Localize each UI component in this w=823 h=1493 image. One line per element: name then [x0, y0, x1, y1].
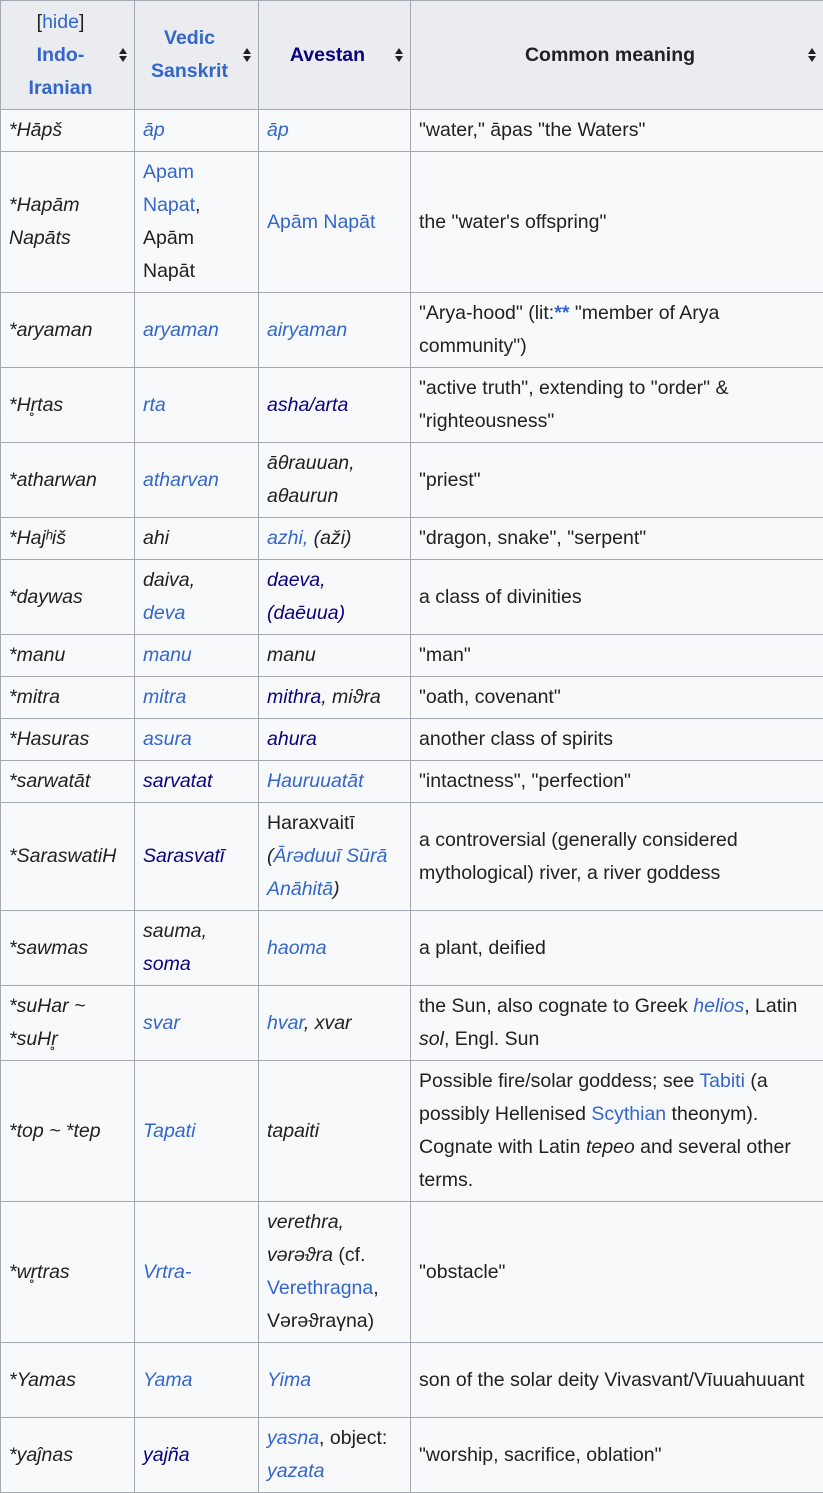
cell-vedic-sanskrit-link[interactable]: āp	[135, 110, 259, 152]
cell-indo-iranian: *Hr̥tas	[1, 368, 135, 443]
cell-meaning: "Arya-hood" (lit:** "member of Arya community")	[411, 293, 823, 368]
cell-avestan-link[interactable]: haoma	[259, 911, 411, 986]
cell-meaning: "water," āpas "the Waters"	[411, 110, 823, 152]
avestan-link[interactable]: yazata	[267, 1460, 325, 1482]
cell-vedic-sanskrit	[135, 152, 259, 293]
avestan-link[interactable]: mithra	[267, 686, 322, 708]
cell-indo-iranian: *atharwan	[1, 443, 135, 518]
cell-meaning: a plant, deified	[411, 911, 823, 986]
vedic-text: , Apām Napāt	[143, 194, 201, 282]
column-header-vedic-sanskrit[interactable]	[135, 1, 259, 110]
cell-avestan-link[interactable]: airyaman	[259, 293, 411, 368]
cell-meaning: "oath, covenant"	[411, 677, 823, 719]
cell-meaning: the "water's offspring"	[411, 152, 823, 293]
column-header-common-meaning[interactable]	[411, 1, 823, 110]
table-row	[1, 110, 823, 152]
cell-indo-iranian: *Hajʰiš	[1, 518, 135, 560]
cell-avestan: azhi, (aži)	[259, 518, 411, 560]
cell-indo-iranian: *manu	[1, 635, 135, 677]
tabiti-link[interactable]: Tabiti	[699, 1070, 745, 1092]
cell-avestan: tapaiti	[259, 1061, 411, 1202]
table-row	[1, 719, 823, 761]
cell-vedic-sanskrit-link[interactable]: aryaman	[135, 293, 259, 368]
cell-meaning: "dragon, snake", "serpent"	[411, 518, 823, 560]
cell-indo-iranian: *yaĵnas	[1, 1418, 135, 1493]
cell-avestan: yasna, object: yazata	[259, 1418, 411, 1493]
table-row	[1, 368, 823, 443]
cell-indo-iranian: *wr̥tras	[1, 1202, 135, 1343]
table-row	[1, 803, 823, 911]
cell-meaning: "obstacle"	[411, 1202, 823, 1343]
cell-vedic-sanskrit-link[interactable]: mitra	[135, 677, 259, 719]
cell-meaning: "active truth", extending to "order" & "righteousness"	[411, 368, 823, 443]
cell-avestan: manu	[259, 635, 411, 677]
hide-link[interactable]: hide	[42, 10, 79, 33]
cell-avestan-link[interactable]: Apām Napāt	[259, 152, 411, 293]
cell-avestan: Haraxvaitī (Ārəduuī Sūrā Anāhitā)	[259, 803, 411, 911]
cell-meaning: a controversial (generally considered mythological) river, a river goddess	[411, 803, 823, 911]
table-row	[1, 635, 823, 677]
table-row	[1, 1343, 823, 1418]
cell-vedic-sanskrit: daiva, deva	[135, 560, 259, 635]
cell-vedic-sanskrit-link[interactable]: Vrtra-	[135, 1202, 259, 1343]
column-label-vedic-sanskrit[interactable]: Vedic Sanskrit	[151, 27, 228, 82]
cell-meaning: "worship, sacrifice, oblation"	[411, 1418, 823, 1493]
cell-meaning: "intactness", "perfection"	[411, 761, 823, 803]
cell-avestan-link[interactable]: Hauruuatāt	[259, 761, 411, 803]
column-header-indo-iranian[interactable]	[1, 1, 135, 110]
cell-meaning: "man"	[411, 635, 823, 677]
table-row	[1, 1418, 823, 1493]
cell-avestan: hvar, xvar	[259, 986, 411, 1061]
cell-vedic-sanskrit-link[interactable]: atharvan	[135, 443, 259, 518]
column-header-avestan[interactable]	[259, 1, 411, 110]
hide-toggle: [hide]	[36, 10, 85, 33]
cell-vedic-sanskrit-link[interactable]: Sarasvatī	[135, 803, 259, 911]
avestan-link[interactable]: azhi,	[267, 527, 309, 549]
cell-vedic-sanskrit: ahi	[135, 518, 259, 560]
cell-vedic-sanskrit-link[interactable]: rta	[135, 368, 259, 443]
note-link[interactable]: **	[554, 302, 570, 324]
cell-avestan-link[interactable]: asha/arta	[259, 368, 411, 443]
cell-vedic-sanskrit-link[interactable]: manu	[135, 635, 259, 677]
cell-avestan-link[interactable]: ahura	[259, 719, 411, 761]
cell-indo-iranian: *suHar ~ *suHr̥	[1, 986, 135, 1061]
cell-meaning: son of the solar deity Vivasvant/Vīuuahuuant	[411, 1343, 823, 1418]
scythian-link[interactable]: Scythian	[591, 1103, 667, 1125]
sort-icon[interactable]	[808, 48, 817, 62]
column-label-common-meaning: Common meaning	[524, 43, 696, 66]
helios-link[interactable]: helios	[693, 995, 745, 1017]
cell-avestan-link[interactable]: Yima	[259, 1343, 411, 1418]
cell-avestan: mithra, miϑra	[259, 677, 411, 719]
table-row	[1, 518, 823, 560]
cell-avestan-link[interactable]: āp	[259, 110, 411, 152]
column-label-indo-iranian[interactable]: Indo-Iranian	[28, 43, 93, 99]
avestan-link[interactable]: Ārəduuī Sūrā Anāhitā	[267, 845, 388, 900]
cell-indo-iranian: *mitra	[1, 677, 135, 719]
cell-indo-iranian: *Hapām Napāts	[1, 152, 135, 293]
cell-meaning: the Sun, also cognate to Greek helios, Latin sol, Engl. Sun	[411, 986, 823, 1061]
cell-vedic-sanskrit-link[interactable]: sarvatat	[135, 761, 259, 803]
avestan-link[interactable]: hvar	[267, 1011, 304, 1034]
cell-vedic-sanskrit-link[interactable]: yajña	[135, 1418, 259, 1493]
cell-indo-iranian: *aryaman	[1, 293, 135, 368]
cell-indo-iranian: *Hasuras	[1, 719, 135, 761]
cell-indo-iranian: *top ~ *tep	[1, 1061, 135, 1202]
vedic-link[interactable]: soma	[143, 953, 191, 975]
cell-indo-iranian: *sarwatāt	[1, 761, 135, 803]
cell-avestan: verethra, vərəϑra (cf. Verethragna, Vərəϑraγna)	[259, 1202, 411, 1343]
header-row	[1, 1, 823, 110]
sort-icon[interactable]	[243, 48, 252, 62]
cell-vedic-sanskrit-link[interactable]: Yama	[135, 1343, 259, 1418]
cell-vedic-sanskrit-link[interactable]: asura	[135, 719, 259, 761]
table-row	[1, 560, 823, 635]
cell-meaning: "priest"	[411, 443, 823, 518]
cell-meaning: another class of spirits	[411, 719, 823, 761]
avestan-link[interactable]: Verethragna	[267, 1277, 374, 1299]
table-row	[1, 911, 823, 986]
cell-indo-iranian: *daywas	[1, 560, 135, 635]
table-row	[1, 443, 823, 518]
sort-icon[interactable]	[395, 48, 404, 62]
table-row	[1, 761, 823, 803]
table-row	[1, 293, 823, 368]
cell-indo-iranian: *SaraswatiH	[1, 803, 135, 911]
cell-indo-iranian: *sawmas	[1, 911, 135, 986]
table-row	[1, 677, 823, 719]
table-row	[1, 986, 823, 1061]
cell-avestan: āθrauuan, aθaurun	[259, 443, 411, 518]
cell-vedic-sanskrit-link[interactable]: svar	[135, 986, 259, 1061]
vedic-link[interactable]: deva	[143, 602, 186, 624]
cell-vedic-sanskrit: sauma, soma	[135, 911, 259, 986]
column-label-avestan[interactable]: Avestan	[289, 43, 366, 66]
cell-meaning: a class of divinities	[411, 560, 823, 635]
table-row	[1, 1202, 823, 1343]
vedic-link[interactable]: Apam Napat	[143, 161, 196, 216]
cell-vedic-sanskrit-link[interactable]: Tapati	[135, 1061, 259, 1202]
table-row	[1, 1061, 823, 1202]
avestan-link[interactable]: yasna	[267, 1427, 320, 1449]
table-row	[1, 152, 823, 293]
cell-avestan-link[interactable]: daeva, (daēuua)	[259, 560, 411, 635]
sort-icon[interactable]	[119, 48, 128, 62]
cell-meaning: Possible fire/solar goddess; see Tabiti (a possibly Hellenised Scythian theonym). Cognate with Latin tepeo and several other terms.	[411, 1061, 823, 1202]
cell-indo-iranian: *Hāpš	[1, 110, 135, 152]
cell-indo-iranian: *Yamas	[1, 1343, 135, 1418]
